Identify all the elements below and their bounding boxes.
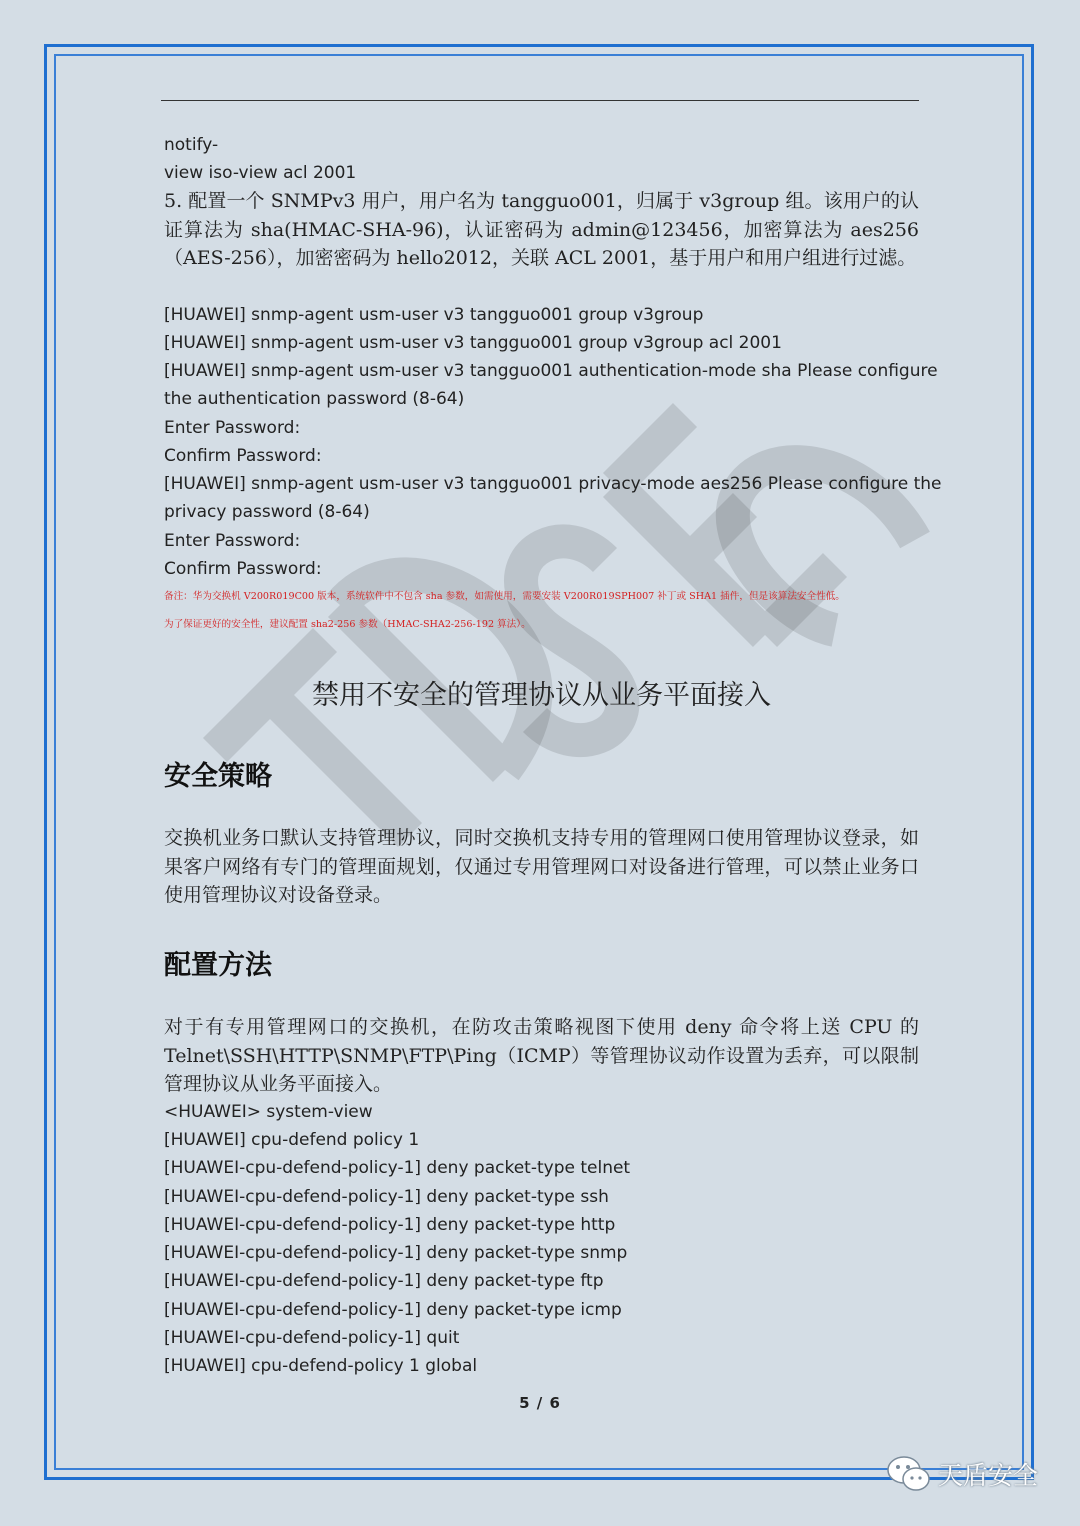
cli-command-line: [HUAWEI-cpu-defend-policy-1] deny packet-type ssh [164, 1187, 609, 1207]
snmp-command-line: Enter Password: [164, 418, 301, 438]
snmp-command-line: privacy password (8-64) [164, 502, 370, 522]
cli-command-line: [HUAWEI-cpu-defend-policy-1] deny packet-type ftp [164, 1271, 604, 1291]
policy-heading: 安全策略 [164, 761, 272, 792]
continuation-line: view iso-view acl 2001 [164, 163, 357, 183]
step5-paragraph: 5. 配置一个 SNMPv3 用户，用户名为 tangguo001，归属于 v3group 组。该用户的认证算法为 sha(HMAC-SHA-96)，认证密码为 admin@123456，加密算法为 aes256（AES-256），加密密码为 hello2012，关联 ACL 2001，基于用户和用户组进行过滤。 [164, 190, 919, 269]
note-line: 为了保证更好的安全性，建议配置 sha2-256 参数（HMAC-SHA2-256-192 算法）。 [164, 619, 531, 630]
snmp-command-line: Confirm Password: [164, 559, 322, 579]
snmp-command-line: [HUAWEI] snmp-agent usm-user v3 tangguo001 authentication-mode sha Please configure [164, 361, 938, 381]
cli-command-line: [HUAWEI-cpu-defend-policy-1] deny packet-type http [164, 1215, 616, 1235]
cli-command-line: [HUAWEI-cpu-defend-policy-1] deny packet-type telnet [164, 1158, 631, 1178]
cli-command-line: [HUAWEI-cpu-defend-policy-1] deny packet-type snmp [164, 1243, 628, 1263]
wechat-icon [886, 1454, 932, 1494]
snmp-command-line: [HUAWEI] snmp-agent usm-user v3 tangguo001 privacy-mode aes256 Please configure the [164, 474, 942, 494]
cli-command-line: [HUAWEI] cpu-defend-policy 1 global [164, 1356, 478, 1376]
snmp-command-line: [HUAWEI] snmp-agent usm-user v3 tangguo001 group v3group acl 2001 [164, 333, 782, 353]
page-number: 5 / 6 [519, 1394, 561, 1412]
snmp-command-line: Confirm Password: [164, 446, 322, 466]
snmp-command-line: Enter Password: [164, 531, 301, 551]
brand-logo [886, 1452, 1038, 1496]
snmp-command-line: [HUAWEI] snmp-agent usm-user v3 tangguo001 group v3group [164, 305, 704, 325]
cli-command-line: <HUAWEI> system-view [164, 1102, 373, 1122]
cli-command-line: [HUAWEI-cpu-defend-policy-1] quit [164, 1328, 460, 1348]
continuation-line: notify- [164, 135, 219, 155]
cli-command-line: [HUAWEI-cpu-defend-policy-1] deny packet-type icmp [164, 1300, 622, 1320]
section-title: 禁用不安全的管理协议从业务平面接入 [312, 680, 771, 711]
config-heading: 配置方法 [164, 950, 272, 981]
header-rule [161, 100, 919, 101]
policy-paragraph: 交换机业务口默认支持管理协议，同时交换机支持专用的管理网口使用管理协议登录，如果客户网络有专门的管理面规划，仅通过专用管理网口对设备进行管理，可以禁止业务口使用管理协议对设备登录。 [164, 827, 919, 906]
config-paragraph: 对于有专用管理网口的交换机，在防攻击策略视图下使用 deny 命令将上送 CPU 的 Telnet\SSH\HTTP\SNMP\FTP\Ping（ICMP）等管理协议动作设置为丢弃，可以限制管理协议从业务平面接入。 [164, 1016, 919, 1095]
snmp-command-line: the authentication password (8-64) [164, 389, 465, 409]
note-line: 备注：华为交换机 V200R019C00 版本，系统软件中不包含 sha 参数，如需使用，需要安装 V200R019SPH007 补丁或 SHA1 插件，但是该算法安全性低。 [164, 591, 845, 602]
brand-name: 天盾安全 [938, 1461, 1039, 1490]
cli-command-line: [HUAWEI] cpu-defend policy 1 [164, 1130, 420, 1150]
